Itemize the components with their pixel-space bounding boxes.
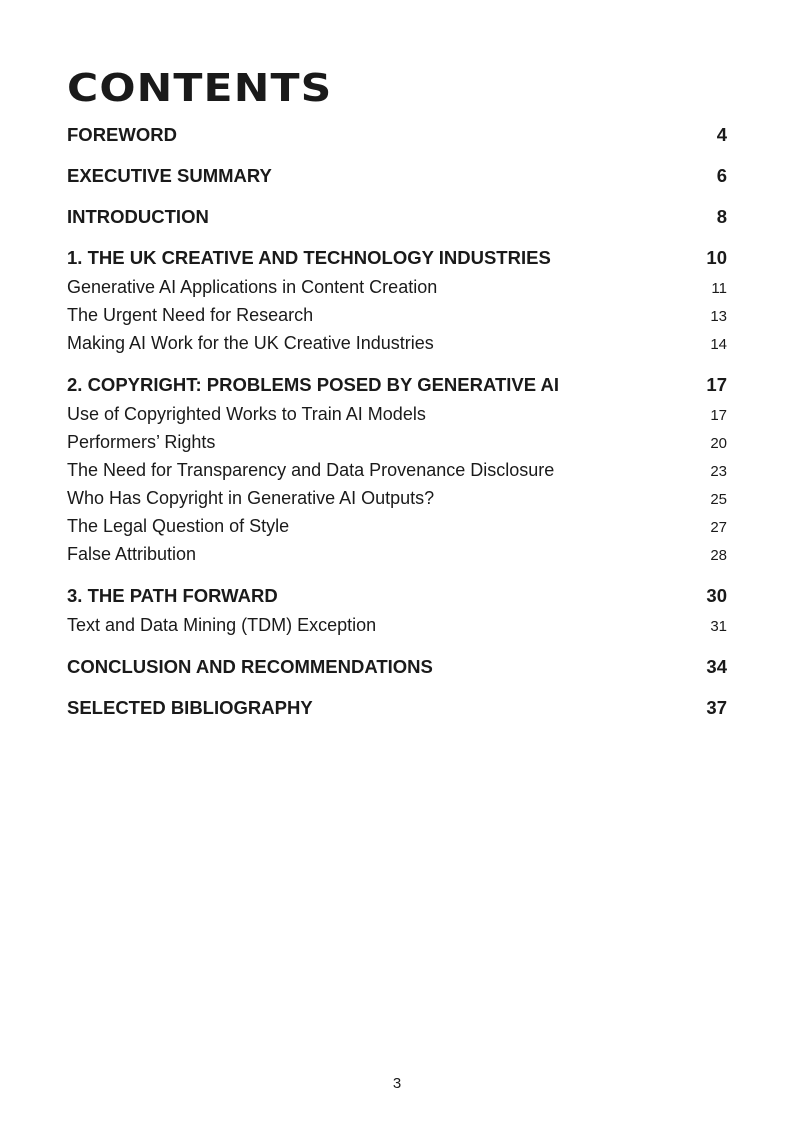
toc-subentry-label: The Need for Transparency and Data Provenance Disclosure (67, 460, 555, 480)
toc-entry-page: 4 (716, 124, 727, 145)
toc-subentry[interactable] (67, 456, 727, 484)
toc-subentry-page: 20 (710, 435, 727, 452)
toc-entry-page: 30 (706, 585, 727, 606)
toc-subentry-label: False Attribution (67, 544, 197, 564)
toc-subentry[interactable] (67, 400, 727, 428)
toc-entry-conclusion[interactable] (67, 652, 727, 682)
toc-subentry-label: The Urgent Need for Research (67, 305, 314, 325)
toc-subentry-label: Making AI Work for the UK Creative Industries (67, 333, 434, 353)
toc-subentry-page: 28 (710, 547, 727, 564)
table-of-contents (67, 120, 727, 723)
toc-subentry-page: 25 (710, 491, 727, 508)
toc-subentry[interactable] (67, 611, 727, 639)
toc-subentry-page: 11 (711, 280, 727, 297)
toc-entry-label: SELECTED BIBLIOGRAPHY (67, 697, 313, 718)
page-number: 3 (392, 1075, 402, 1092)
toc-subentry-page: 14 (710, 336, 727, 353)
toc-entry-label: 2. COPYRIGHT: PROBLEMS POSED BY GENERATIVE AI (67, 374, 560, 395)
toc-entry-section-1[interactable] (67, 243, 727, 273)
toc-entry-page: 6 (716, 165, 727, 186)
toc-entry-page: 17 (706, 374, 727, 395)
toc-entry-label: FOREWORD (67, 124, 177, 145)
toc-subentry-page: 27 (710, 519, 727, 536)
toc-subentry-label: The Legal Question of Style (67, 516, 290, 536)
toc-entry-executive-summary[interactable] (67, 161, 727, 191)
toc-entry-page: 37 (706, 697, 727, 718)
toc-entry-label: CONCLUSION AND RECOMMENDATIONS (67, 656, 433, 677)
toc-subentry[interactable] (67, 273, 727, 301)
toc-subentry-label: Text and Data Mining (TDM) Exception (67, 615, 377, 635)
toc-entry-label: 3. THE PATH FORWARD (67, 585, 278, 606)
toc-subentry[interactable] (67, 301, 727, 329)
toc-subentry[interactable] (67, 329, 727, 357)
toc-subentry[interactable] (67, 428, 727, 456)
toc-subentry-page: 17 (710, 407, 727, 424)
toc-subentry-label: Who Has Copyright in Generative AI Outputs? (67, 488, 435, 508)
toc-subentry-page: 31 (710, 618, 727, 635)
toc-entry-label: EXECUTIVE SUMMARY (67, 165, 272, 186)
toc-entry-label: INTRODUCTION (67, 206, 209, 227)
toc-subentry-label: Generative AI Applications in Content Creation (67, 277, 438, 297)
toc-entry-page: 34 (706, 656, 727, 677)
toc-entry-section-2[interactable] (67, 370, 727, 400)
toc-entry-label: 1. THE UK CREATIVE AND TECHNOLOGY INDUSTRIES (67, 247, 551, 268)
toc-entry-introduction[interactable] (67, 202, 727, 232)
toc-subentry-label: Performers’ Rights (67, 432, 216, 452)
toc-entry-bibliography[interactable] (67, 693, 727, 723)
toc-entry-page: 10 (706, 247, 727, 268)
toc-entry-section-3[interactable] (67, 581, 727, 611)
toc-subentry-page: 23 (710, 463, 727, 480)
toc-entry-foreword[interactable] (67, 120, 727, 150)
toc-entry-page: 8 (716, 206, 727, 227)
toc-subentry-label: Use of Copyrighted Works to Train AI Models (67, 404, 426, 424)
toc-subentry-page: 13 (710, 308, 727, 325)
toc-subentry[interactable] (67, 484, 727, 512)
page-title: CONTENTS (67, 66, 333, 110)
toc-subentry[interactable] (67, 540, 727, 568)
toc-subentry[interactable] (67, 512, 727, 540)
